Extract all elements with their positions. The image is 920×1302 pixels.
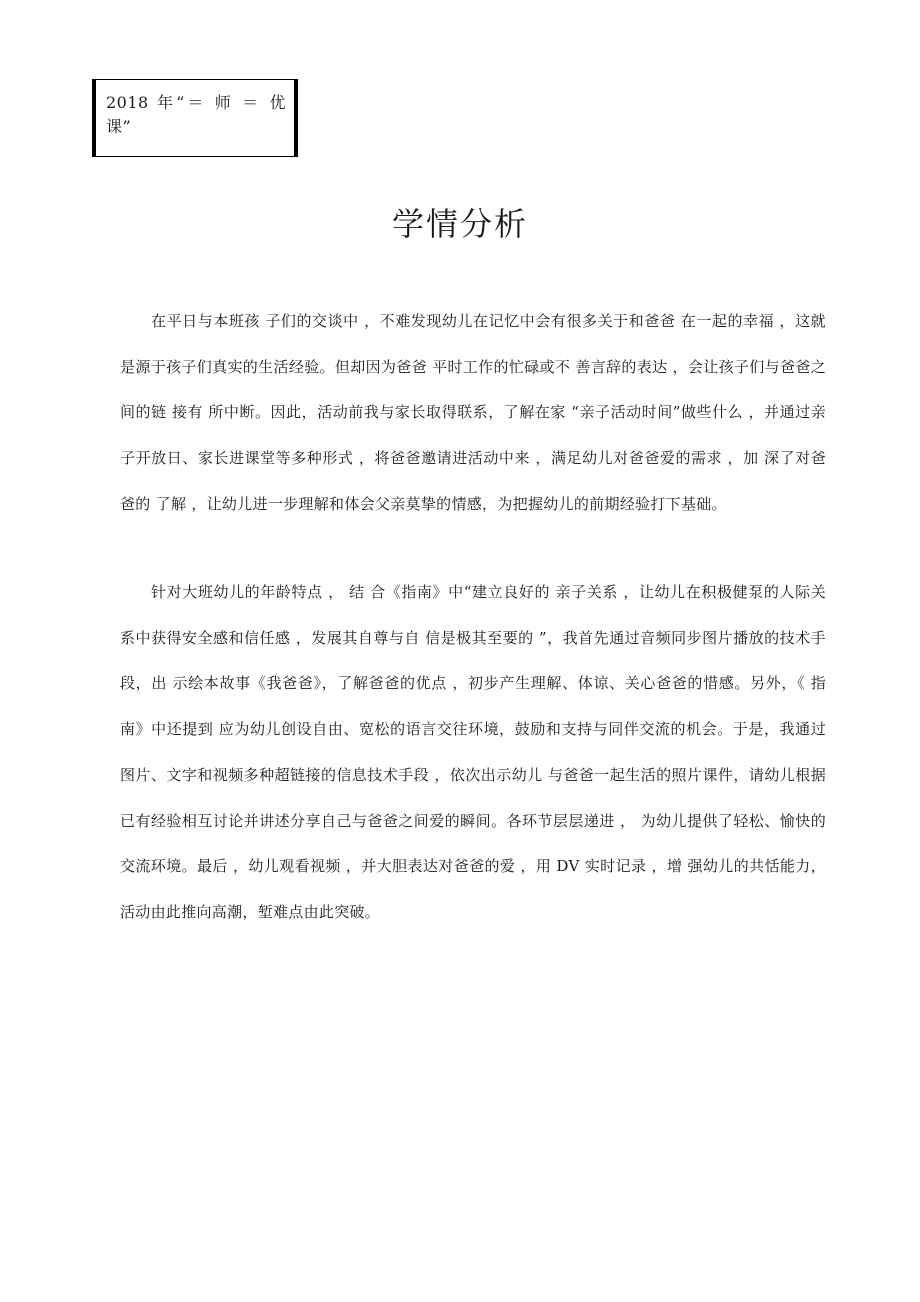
paragraph-2: 针对大班幼儿的年龄特点 ， 结 合《指南》中“建立良好的 亲子关系 ，让幼儿在积极健泵的人际关系中获得安全感和信任感 ，发展其自尊与自 信是极其至要的 ”，我首先通过音频同步图片播放的技术手段，出 示绘本故事《我爸爸》，了解爸爸的优点 ，初步产生理解、体谅、关心爸爸的惜感。另外，《 指 南》中还提到 应为幼儿创设自由、宽松的语言交往环境，鼓励和支持与同伴交流的机会。于是，我通过图片、文字和视频多种超链接的信息技术手段 ，依次出示幼儿 与爸爸一起生活的照片课件，请幼儿根据已有经验相互讨论并讲述分享自己与爸爸之间爱的瞬间。各环节层层递进 ， 为幼儿提供了轻松、愉快的交流环境。最后 ，幼儿观看视频 ，并大胆表达对爸爸的爱 ，用 DV 实时记录 ，增 强幼儿的共恬能力，活动由此推向高潮，堑难点由此突破。 (120, 583, 826, 921)
award-badge (92, 79, 298, 157)
page-title: 学情分析 (391, 205, 528, 243)
badge-text: 2018 年“＝ 师 ＝ 优课” (106, 93, 286, 136)
paragraph-1: 在平日与本班孩 子们的交谈中 ，不难发现幼儿在记忆中会有很多关于和爸爸 在一起的幸福 ，这就是源于孩子们真实的生活经验。但却因为爸爸 平时工作的忙碌或不 善言辞的表达 ，会让孩子们与爸爸之间的链 接有 所中断。因此，活动前我与家长取得联系，了解在家 “亲子活动时间”做些什么 ，并通过亲子开放日、家长进课堂等多种形式 ，将爸爸邀请进活动中来 ，满足幼儿对爸爸爱的需求 ，加 深了对爸爸的 了解 ，让幼儿进一步理解和体会父亲莫挚的情感，为把握幼儿的前期经验打下基础。 (120, 312, 826, 513)
